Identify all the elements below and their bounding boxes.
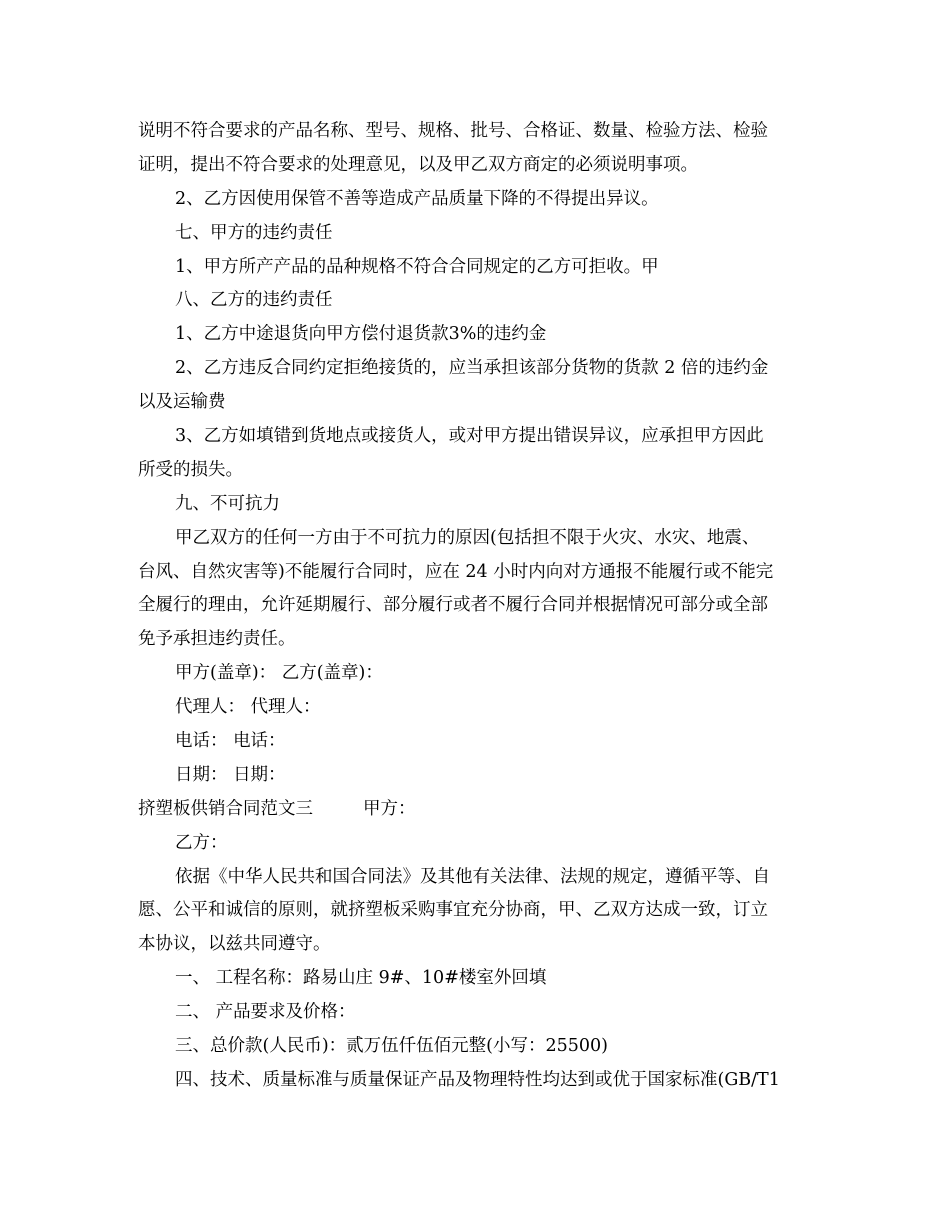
text-line: 2、乙方因使用保管不善等造成产品质量下降的不得提出异议。 [175,188,659,209]
text-line: 3、乙方如填错到货地点或接货人，或对甲方提出错误异议，应承担甲方因此 [175,426,764,447]
text-line: 七、甲方的违约责任 [175,222,333,243]
text-line: 证明，提出不符合要求的处理意见，以及甲乙双方商定的必须说明事项。 [138,154,698,175]
text-line: 2、乙方违反合同约定拒绝接货的，应当承担该部分货物的货款 2 倍的违约金 [175,358,769,379]
text-line: 本协议，以兹共同遵守。 [138,934,331,955]
text-line: 四、技术、质量标准与质量保证产品及物理特性均达到或优于国家标准(GB/T1 [175,1069,780,1090]
text-line: 八、乙方的违约责任 [175,290,333,311]
text-line: 九、不可抗力 [175,493,280,514]
contract-clauses [138,115,818,793]
text-line: 愿、公平和诚信的原则，就挤塑板采购事宜充分协商，甲、乙双方达成一致，订立 [138,900,768,921]
contract-intro [138,827,818,1098]
text-line: 说明不符合要求的产品名称、型号、规格、批号、合格证、数量、检验方法、检验 [138,121,768,141]
text-line: 甲方(盖章)： 乙方(盖章)： [175,663,383,684]
text-line: 乙方： [175,832,228,853]
text-line: 免予承担违约责任。 [138,629,296,650]
text-line: 以及运输费 [138,392,226,413]
text-line: 一、 工程名称：路易山庄 9#、10#楼室外回填 [175,968,547,989]
text-line: 三、总价款(人民币)：贰万伍仟伍佰元整(小写：25500) [175,1036,608,1057]
text-line: 日期： 日期： [175,764,286,785]
party-a-label: 甲方： [363,798,416,819]
text-line: 甲乙双方的任何一方由于不可抗力的原因(包括担不限于火灾、水灾、地震、 [175,527,760,548]
text-line: 依据《中华人民共和国合同法》及其他有关法律、法规的规定，遵循平等、自 [175,866,770,887]
text-line: 电话： 电话： [175,731,286,752]
text-line: 所受的损失。 [138,459,243,480]
contract-title-row [138,793,818,827]
text-line: 台风、自然灾害等)不能履行合同时，应在 24 小时内向对方通报不能履行或不能完 [138,561,774,582]
contract-title: 挤塑板供销合同范文三 [138,798,313,819]
text-line: 代理人： 代理人： [175,697,321,718]
text-line: 1、乙方中途退货向甲方偿付退货款3%的违约金 [175,324,547,345]
text-line: 二、 产品要求及价格： [175,1002,356,1023]
document-body [138,115,818,1098]
text-line: 全履行的理由，允许延期履行、部分履行或者不履行合同并根据情况可部分或全部 [138,595,768,616]
text-line: 1、甲方所产产品的品种规格不符合合同规定的乙方可拒收。甲 [175,256,659,277]
